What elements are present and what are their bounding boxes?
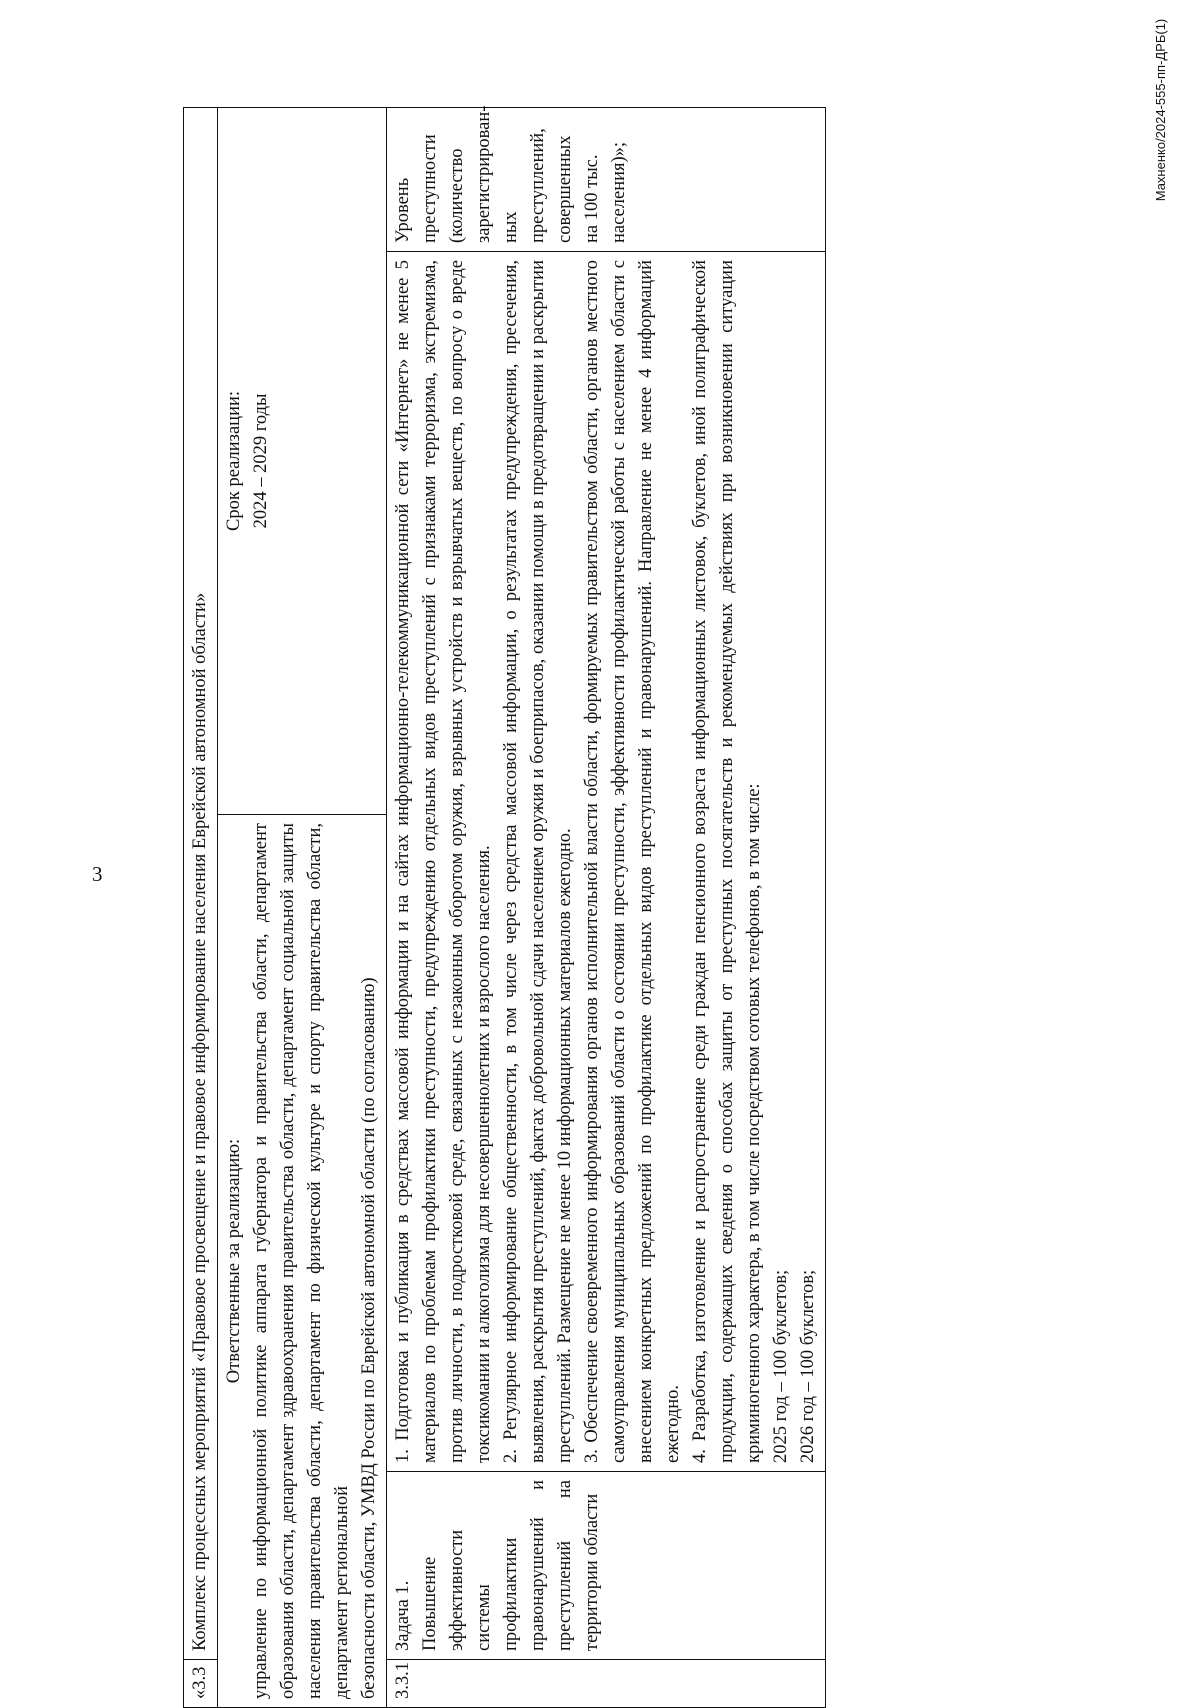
responsible-cell [218, 815, 387, 1708]
task-number: 3.3.1 [387, 1660, 826, 1708]
page-number: 3 [92, 862, 103, 886]
activities-cell [387, 252, 826, 1472]
task-text: Повышение эффективности системы профилактики правонарушений и преступлений на территории области [420, 1480, 602, 1651]
activity-item: 2. Регулярное информирование общественности, в том числе через средства массовой информации, о результатах предупреждения, пресечения, выявления, раскрытия преступлений, фактах добровольной сдачи населением оружия и боеприпасов, оказании помощи в предотвращении и раскрытии преступлений. Размещение не менее 10 информационных материалов ежегодно. [501, 260, 575, 1463]
document-code: Махненко/2024-555-пп-ДРБ(1) [1153, 18, 1168, 202]
period-label: Срок реализации: [224, 390, 244, 531]
responsible-row [218, 107, 387, 1707]
period-cell [218, 107, 387, 814]
task-label: Задача 1. [393, 1580, 413, 1651]
task-row [387, 107, 826, 1707]
program-table [183, 107, 826, 1708]
activity-item: 4. Разработка, изготовление и распространение среди граждан пенсионного возраста информационных листовок, буклетов, иной полиграфической продукции, содержащих сведения о способах защиты от преступных посягательств и рекомендуемых действиях при возникновении ситуации криминогенного характера, в том числе посредством сотовых телефонов, в том числе: [690, 260, 764, 1463]
section-title: Комплекс процессных мероприятий «Правовое просвещение и правовое информирование населения Еврейской автономной области» [184, 107, 218, 1659]
activity-item: 1. Подготовка и публикация в средствах массовой информации и на сайтах информационно-телекоммуникационной сети «Интернет» не менее 5 материалов по проблемам профилактики преступности, предупреждению отдельных видов преступлений с признаками терроризма, экстремизма, против личности, в подростковой среде, связанных с незаконным оборотом оружия, взрывных устройств и взрывчатых веществ, по вопросу о вреде токсикомании и алкоголизма для несовершеннолетних и взрослого населения. [393, 260, 494, 1463]
section-row [184, 107, 218, 1707]
responsible-label: Ответственные за реализацию: [224, 1138, 244, 1384]
task-cell [387, 1472, 826, 1660]
period-value: 2024 – 2029 годы [251, 393, 271, 529]
indicator-cell: Уровень преступности (количество зарегистрирован-ных преступлений, совершенных на 100 тыс. населения)»; [387, 107, 826, 251]
responsible-last-line: безопасности области, УМВД России по Еврейской автономной области (по согласованию) [359, 977, 379, 1699]
activity-item: 3. Обеспечение своевременного информирования органов исполнительной власти области, формируемых правительством области, органов местного самоуправления муниципальных образований области о состоянии преступности, эффективности профилактической работы с населением области с внесением конкретных предложений по профилактике отдельных видов преступлений и правонарушений. Направление не менее 4 информаций ежегодно. [582, 260, 683, 1463]
rotated-table-area [183, 105, 1088, 1708]
year-line: 2026 год – 100 буклетов; [798, 1269, 818, 1463]
year-line: 2025 год – 100 буклетов; [771, 1269, 791, 1463]
responsible-text: управление по информационной политике аппарата губернатора и правительства области, департамент образования области, департамент здравоохранения правительства области, департамент социальной защиты населения правительства области, департамент по физической культуре и спорту правительства области, департамент региональной [251, 823, 352, 1699]
section-number: «3.3 [184, 1660, 218, 1708]
